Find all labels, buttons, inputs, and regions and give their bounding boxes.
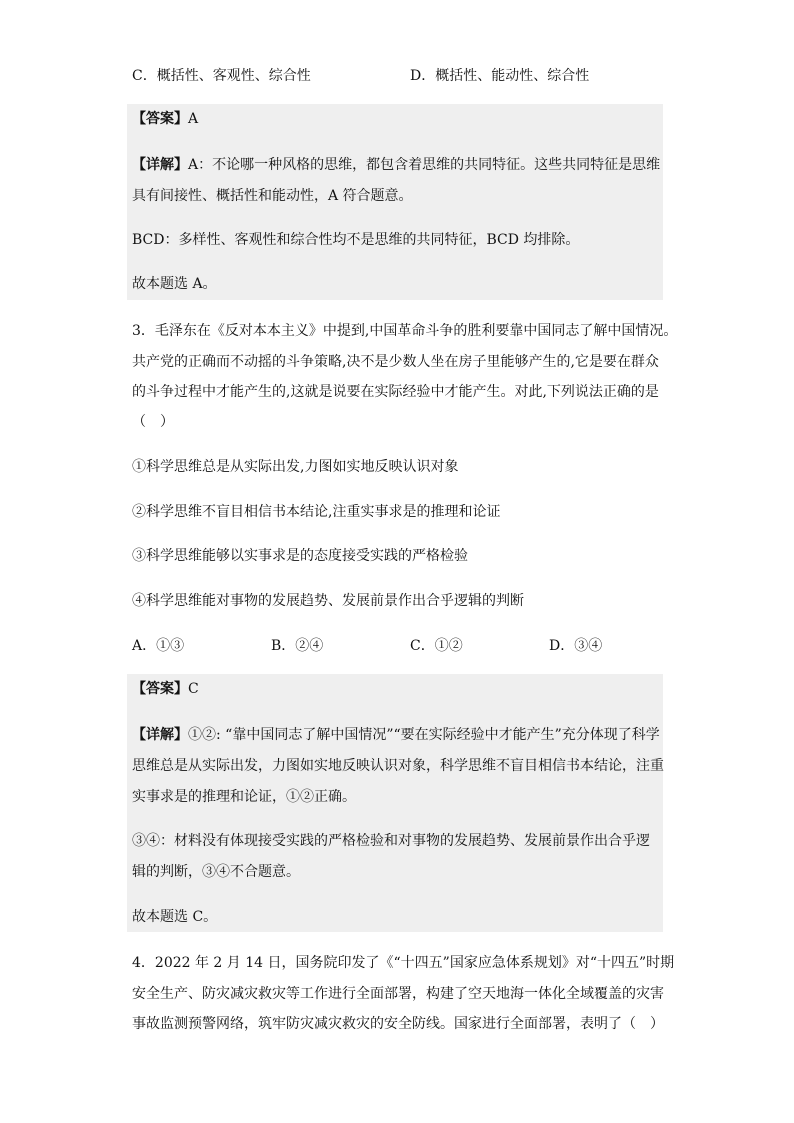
q2-detail-text-1: A：不论哪一种风格的思维，都包含着思维的共同特征。这些共同特征是思维	[188, 157, 661, 173]
q3-stem-line-4: （ ）	[132, 414, 174, 430]
q3-statement-3: ③科学思维能够以实事求是的态度接受实践的严格检验	[132, 548, 468, 564]
q4-stem-line-3: 事故监测预警网络，筑牢防灾减灾救灾的安全防线。国家进行全面部署，表明了（ ）	[132, 1016, 664, 1032]
q4-stem-line-2: 安全生产、防灾减灾救灾等工作进行全面部署，构建了空天地海一体化全域覆盖的灾害	[132, 986, 664, 1002]
q3-answer-value: C	[188, 681, 199, 697]
q3-detail2-line-2: 辑的判断，③④不合题意。	[132, 864, 300, 880]
q3-statement-4: ④科学思维能对事物的发展趋势、发展前景作出合乎逻辑的判断	[132, 593, 524, 609]
q2-answer-value: A	[188, 111, 199, 127]
q3-option-b: B．②④	[271, 638, 324, 654]
q2-detail-line-2: 具有间接性、概括性和能动性，A 符合题意。	[132, 188, 413, 204]
q3-option-a: A．①③	[132, 638, 185, 654]
q2-bcd-line: BCD：多样性、客观性和综合性均不是思维的共同特征，BCD 均排除。	[132, 232, 580, 248]
q3-statement-2: ②科学思维不盲目相信书本结论,注重实事求是的推理和论证	[132, 504, 501, 520]
q3-detail2-line-1: ③④：材料没有体现接受实践的严格检验和对事物的发展趋势、发展前景作出合乎逻	[132, 833, 650, 849]
q3-option-c: C．①②	[410, 638, 463, 654]
q3-detail-line-1	[132, 724, 662, 746]
q3-conclusion: 故本题选 C。	[132, 909, 218, 925]
answer-tag: 【答案】	[132, 681, 188, 697]
q2-conclusion: 故本题选 A。	[132, 276, 217, 292]
q2-answer-line	[132, 108, 662, 130]
q3-detail-text-1: ①②: “靠中国同志了解中国情况”“要在实际经验中才能产生”充分体现了科学	[188, 727, 660, 743]
q3-option-d: D．③④	[549, 638, 603, 654]
detail-tag: 【详解】	[132, 727, 188, 743]
q4-stem-line-1: 4．2022 年 2 月 14 日，国务院印发了《“十四五”国家应急体系规划》对“十四五”时期	[132, 955, 675, 971]
q2-detail-line-1	[132, 154, 662, 176]
detail-tag: 【详解】	[132, 157, 188, 173]
q3-stem-line-3: 的斗争过程中才能产生的,这就是说要在实际经验中才能产生。对此,下列说法正确的是	[132, 384, 659, 400]
q2-option-d: D．概括性、能动性、综合性	[410, 68, 590, 84]
q3-detail-line-3: 实事求是的推理和论证，①②正确。	[132, 789, 356, 805]
q3-detail-line-2: 思维总是从实际出发，力图如实地反映认识对象，科学思维不盲目相信书本结论，注重	[132, 758, 664, 774]
q3-stem-line-1: 3．毛泽东在《反对本本主义》中提到,中国革命斗争的胜利要靠中国同志了解中国情况。	[132, 323, 678, 339]
q3-statement-1: ①科学思维总是从实际出发,力图如实地反映认识对象	[132, 459, 459, 475]
q3-stem-line-2: 共产党的正确而不动摇的斗争策略,决不是少数人坐在房子里能够产生的,它是要在群众	[132, 354, 659, 370]
answer-tag: 【答案】	[132, 111, 188, 127]
q2-option-c: C．概括性、客观性、综合性	[132, 68, 311, 84]
q3-answer-line	[132, 678, 662, 700]
